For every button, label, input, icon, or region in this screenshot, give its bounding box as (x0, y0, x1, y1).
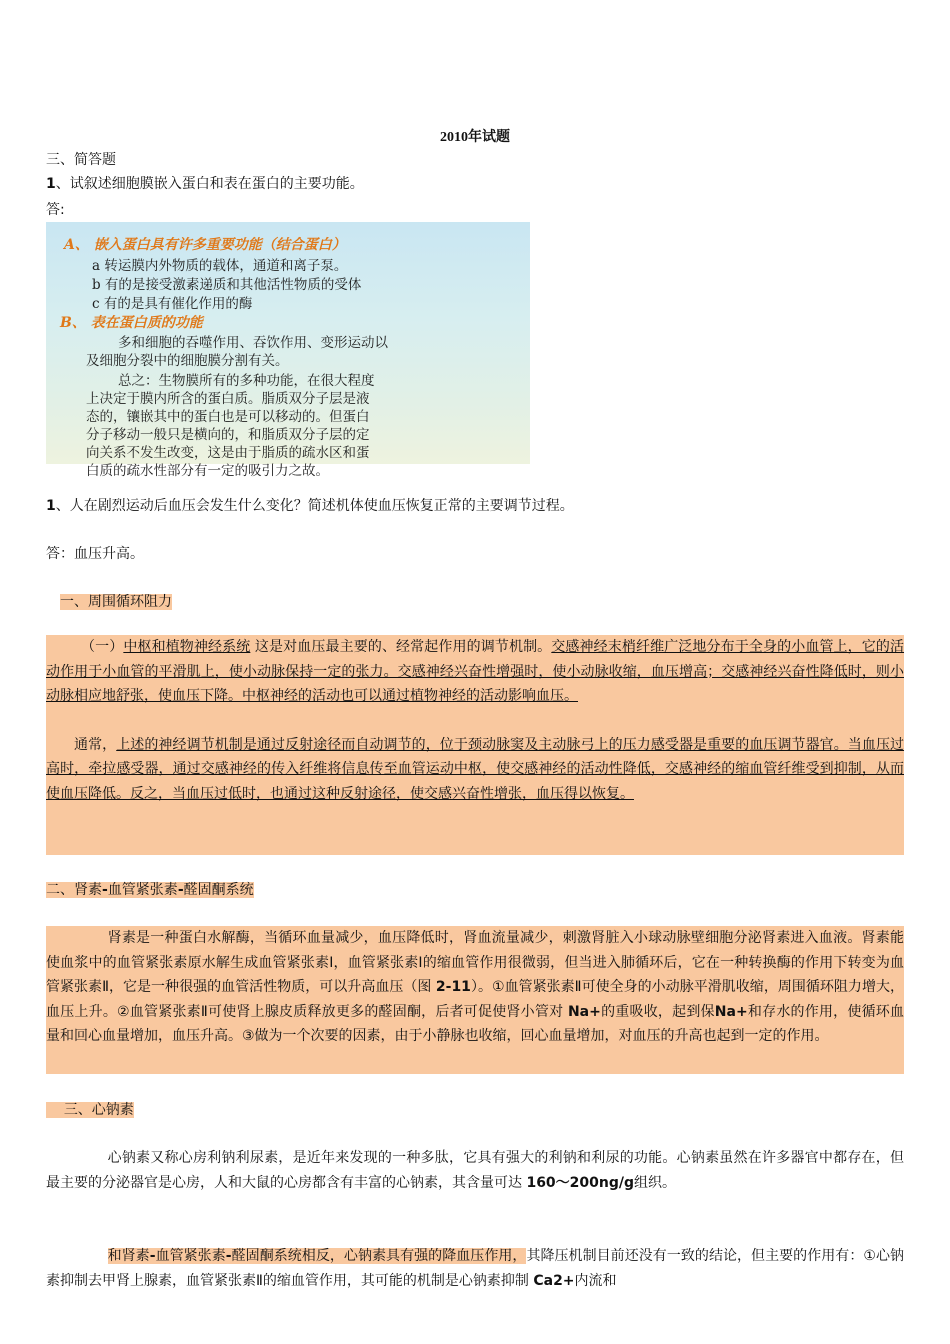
figure-text: 及细胞分裂中的细胞膜分割有关。 (86, 353, 289, 369)
figure-heading-b: B、 表在蛋白质的功能 (60, 315, 203, 331)
figure-text: 向关系不发生改变，这是由于脂质的疏水区和蛋 (86, 445, 370, 461)
figure-text: 上决定于膜内所含的蛋白质。脂质双分子层是液 (86, 391, 370, 407)
paragraph: （一）中枢和植物神经系统 这是对血压最主要的、经常起作用的调节机制。交感神经末梢纤维广泛地分布于全身的小血管上，它的活动作用于小血管的平滑肌上，使小动脉保持一定的张力。交感神经兴奋性增强时，使小动脉收缩，血压增高；交感神经兴奋性降低时，则小动脉相应地舒张，使血压下降。中枢神经的活动也可以通过植物神经的活动影响血压。 (46, 639, 905, 704)
paragraph: 心钠素又称心房利钠利尿素，是近年来发现的一种多肽，它具有强大的利钠和利尿的功能。心钠素虽然在许多器官中都存在，但最主要的分泌器官是心房，人和大鼠的心房都含有丰富的心钠素，其含量可达 160～200ng/g组织。 (46, 1150, 904, 1191)
question-1: 1、试叙述细胞膜嵌入蛋白和表在蛋白的主要功能。 (46, 176, 364, 192)
renin-block (46, 926, 904, 1074)
document-title: 2010年试题 (440, 130, 510, 145)
neural-regulation-block (46, 635, 904, 855)
section-heading: 三、简答题 (46, 152, 116, 168)
paragraph: 通常，上述的神经调节机制是通过反射途径而自动调节的，位于颈动脉窦及主动脉弓上的压力感受器是重要的血压调节器官。当血压过高时，牵拉感受器，通过交感神经的传入纤维将信息传至血管运动中枢，使交感神经的活动性降低，交感神经的缩血管纤维受到抑制，从而使血压降低。反之，当血压过低时，也通过这种反射途径，使交感兴奋性增张，血压得以恢复。 (46, 736, 905, 802)
paragraph: 和肾素-血管紧张素-醛固酮系统相反，心钠素具有强的降血压作用，其降压机制目前还没有一致的结论，但主要的作用有：①心钠素抑制去甲肾上腺素，血管紧张素Ⅱ的缩血管作用，其可能的机制是心钠素抑制 Ca2+内流和 (46, 1248, 904, 1289)
figure-item-b: b 有的是接受激素递质和其他活性物质的受体 (92, 277, 362, 293)
heading-peripheral-resistance: 一、周围循环阻力 (60, 594, 172, 610)
figure-text: 总之：生物膜所有的多种功能，在很大程度 (118, 373, 375, 389)
anp-paragraph-2 (46, 1244, 904, 1293)
heading-renin-system: 二、肾素-血管紧张素-醛固酮系统 (46, 882, 254, 898)
membrane-protein-figure (46, 222, 530, 479)
question-2: 1、人在剧烈运动后血压会发生什么变化？简述机体使血压恢复正常的主要调节过程。 (46, 498, 574, 514)
figure-text: 多和细胞的吞噬作用、吞饮作用、变形运动以 (118, 335, 388, 351)
answer-label: 答: (46, 202, 65, 218)
answer-2: 答：血压升高。 (46, 546, 144, 562)
heading-anp: 三、心钠素 (46, 1098, 134, 1122)
figure-item-a: a 转运膜内外物质的载体，通道和离子泵。 (92, 258, 348, 274)
figure-text: 分子移动一般只是横向的，和脂质双分子层的定 (86, 427, 370, 443)
figure-text: 态的，镶嵌其中的蛋白也是可以移动的。但蛋白 (86, 409, 370, 425)
anp-paragraph (46, 1146, 904, 1195)
figure-heading-a: A、 嵌入蛋白具有许多重要功能（结合蛋白） (64, 237, 346, 253)
paragraph: 肾素是一种蛋白水解酶，当循环血量减少，血压降低时，肾血流量减少，刺激肾脏入小球动脉壁细胞分泌肾素进入血液。肾素能使血浆中的血管紧张素原水解生成血管紧张素Ⅰ，血管紧张素Ⅰ的缩血管作用很微弱，但当进入肺循环后，它在一种转换酶的作用下转变为血管紧张素Ⅱ，它是一种很强的血管活性物质，可以升高血压（图 2-11）。①血管紧张素Ⅱ可使全身的小动脉平滑肌收缩，周围循环阻力增大，血压上升。②血管紧张素Ⅱ可使肾上腺皮质释放更多的醛固酮，后者可促使肾小管对 Na+的重吸收，起到保Na+和存水的作用，使循环血量和回心血量增加，血压升高。③做为一个次要的因素，由于小静脉也收缩，回心血量增加，对血压的升高也起到一定的作用。 (46, 930, 905, 1044)
figure-text: 白质的疏水性部分有一定的吸引力之故。 (86, 463, 329, 479)
figure-item-c: c 有的是具有催化作用的酶 (92, 296, 253, 312)
